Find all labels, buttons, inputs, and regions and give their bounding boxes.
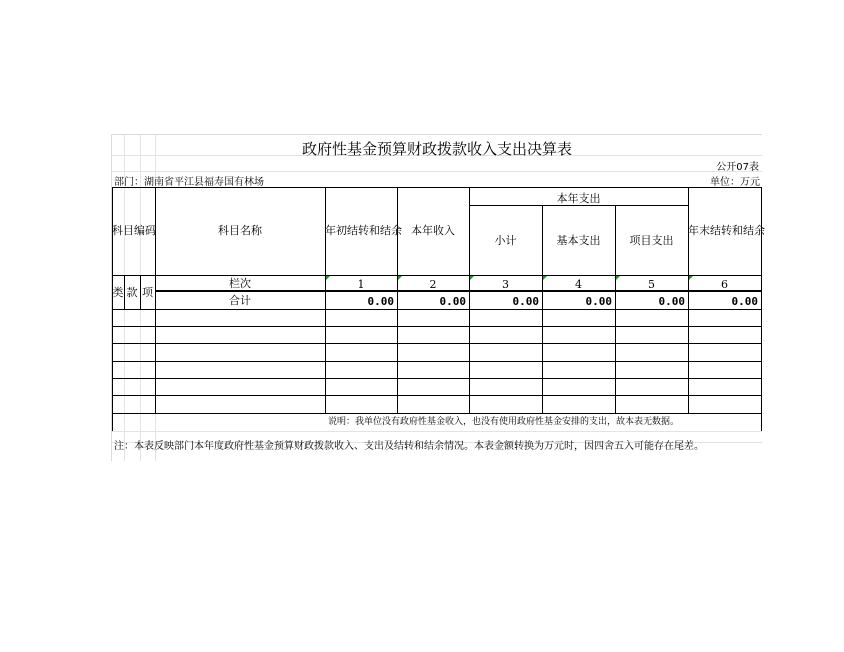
header-name: 科目名称 [218,224,262,237]
header-subtotal: 小计 [494,234,517,247]
header-carryover-begin: 年初结转和结余 [325,224,402,237]
header-carryover-end: 年末结转和结余 [688,224,765,237]
row-index-label: 栏次 [229,277,251,290]
column-number: 6 [721,278,728,291]
header-xiang: 项 [142,286,153,299]
header-basic: 基本支出 [556,234,601,247]
explanation-text: 说明：我单位没有政府性基金收入，也没有使用政府性基金安排的支出，故本表无数据。 [328,417,680,427]
grid-line [112,431,762,432]
column-number: 5 [648,278,655,291]
footnote-text: 注：本表反映部门本年度政府性基金预算财政拨款收入、支出及结转和结余情况。本表金额转换为万元时，因四舍五入可能存在尾差。 [114,441,704,452]
total-value: 0.00 [367,295,394,308]
column-number: 1 [357,278,365,291]
header-kuan: 款 [126,286,138,299]
header-lei: 类 [112,286,124,299]
total-value: 0.00 [585,295,612,308]
border [112,413,762,414]
total-value: 0.00 [512,295,539,308]
grid-line [112,171,762,172]
column-number: 3 [502,278,509,291]
column-number: 2 [429,278,437,291]
header-project: 项目支出 [629,234,674,247]
border [155,290,762,292]
unit-label: 单位：万元 [710,177,760,188]
border [112,361,762,362]
spreadsheet [111,134,765,461]
header-income: 本年收入 [411,224,455,237]
header-code: 科目编码 [112,224,156,237]
border [469,205,688,206]
header-expenditure: 本年支出 [556,192,601,205]
total-label: 合计 [229,294,251,307]
border [112,275,762,276]
total-value: 0.00 [439,295,466,308]
total-value: 0.00 [731,295,758,308]
border [112,187,762,188]
column-number: 4 [575,278,582,291]
border [112,378,762,379]
border [112,395,762,396]
department-label: 部门：湖南省平江县福寿国有林场 [114,177,264,188]
total-value: 0.00 [658,295,685,308]
border [112,309,762,310]
border [112,326,762,327]
table-number: 公开07表 [716,162,759,173]
report-title: 政府性基金预算财政拨款收入支出决算表 [301,140,572,158]
border [112,343,762,344]
